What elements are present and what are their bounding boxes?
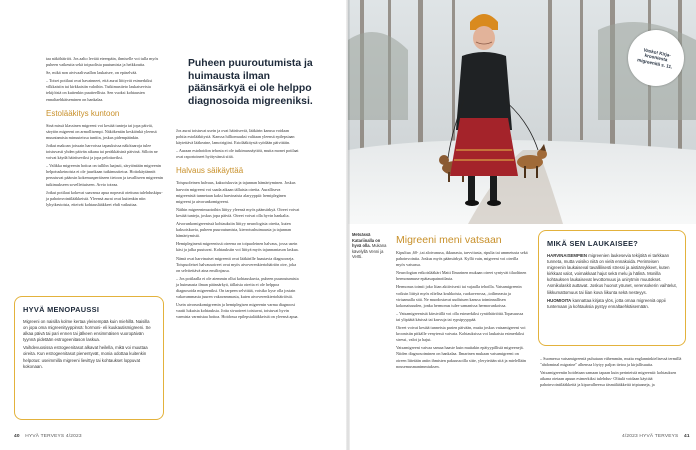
paragraph: Aivorunkomigreenissä kohtauksiin liittyy neurologisia oireita, kuten kaksoiskuvia, puheen puuroutumista, kierrotushuimausta ja tajunnan hämärtymistä. (176, 221, 292, 239)
paragraph: Näihin migreenimuotoihin liittyy yleensä myös päänsärkyä. Oireet voivat kestää tunteja, joskus jopa päiviä. Oireet voivat olla hyvin hankalia. (176, 206, 300, 218)
subheading-halvaus: Halvaus säikäyttää (176, 166, 244, 176)
paragraph: – Valikka migreenin hoitoa on tullihn laajasti, särytöntään migreenin helpotuskeinoista ei ole juurikaan tutkimustietoa. Hoitokäytännöt perustuvat pääosin kokemusperäiseen tietoon ja tavalliseen migreenin tutkimukseen sovellettuiseen. Arvio toteaa. (46, 163, 163, 187)
left-column-1 (46, 56, 164, 210)
paragraph: Toispuoleinen halvaus, kaksoiskuvia ja tajunnan hämärtyminen. Joskus harvoin migreeni voi saada aikaan tällaisia oireita. Auralliseva migreenistä tunnetaan kaksi harvinaista alaryyppiä: hemipleginen migreeni ja aivorunkomigreeni. (176, 180, 296, 204)
photo-caption (352, 232, 388, 260)
right-column-2 (540, 356, 684, 390)
page-number: 41 (683, 434, 690, 439)
right-footer (622, 434, 690, 439)
paragraph: – Jos potilaalla ei ole aiemmin ollut kohtauskuvia, puheen puuroutumista ja huimausta ilman päänsärkyä, tällaisia oireita ei ole helppoa diagnosoida migreeniksi. On tarpeen selvittää, voisiko kyse olla jostain vakavammasta juuren vakavammasta, kuten aivoverenkiertohäiriöstä. (176, 275, 299, 300)
subheading-estolaakitys: Estolääkitys kuntoon (46, 108, 120, 118)
box-paragraph: Vaihdevuosissa estrogeenitasot alkavat heilella, mikä voi muuttaa oireita. Kun estrogeenitasot pienentyvät, monia odottaa kuitenkin helpotus: useimmilla migreeni lievittyy tai kohtaukset loppuvat kokonaan. (23, 345, 148, 369)
page-gutter (346, 0, 350, 450)
subheading-vatsamigreeni: Migreeni meni vatsaan (396, 234, 502, 246)
paragraph: Oireet voivat kestää tunneista parien päivään, mutta joskus vatsamigreeni voi kroonisiin pitkälle venytessä vaivata. Kohtauksissa voi laukaista esimerkiksi stressi, valot ja hajut. (396, 325, 526, 343)
paragraph: Vatsamigreeniin hoidetaan samaan tapaan kuin perinteistä migreeniä: kohtauksen aikana otetaan apuun esimerkiksi tulehdus- Olitulä voidaan käyttää pahoinvointilääkkeitä ja kipuvalheessa täsmälääkkeitä triptaaneja, ja (540, 370, 677, 388)
paragraph: taa näköhäiriöt. Jos aalto leviää eteenpäin, ihmiselle voi tulla myös puheen vaikeutta sekä toipuolista puutumista ja heikkoutta. (46, 56, 159, 68)
pull-quote: Puheen puuroutumista ja huimausta ilman päänsärkyä ei ole helppo diagnosoida migreeniksi. (188, 58, 313, 107)
paragraph: – Suomessa vatsamigreeniä puhutaan vähemmän, mutta englanninkielisessä termillä "abdominal migraine" alhenssa löytyy paljon tietoa ja kirjallisuutta. (540, 356, 682, 368)
paragraph: Nämä ovat harvinaiset migreenit ovat lääkärille haastavia diagnooseja. Toispuoleiset halvausoireet ovat myös aivoverenkiertohäiriön oire, joka on selvitettävä aina ensilinjassa. (176, 255, 297, 273)
box-title: MIKÄ SEN LAUKAISEE? (547, 239, 639, 248)
paragraph: Se, mikä non aivivaalivuallon laukaisee, on epäselvää. (46, 70, 138, 76)
page-number: 40 (14, 434, 20, 439)
left-column-2 (176, 128, 300, 322)
paragraph: – Auraan estohoidon tehosta ei ole tutkimusnäyttöä, mutta monet potilaat ovat raportoineet hyötyvänsä siitä. (176, 148, 299, 160)
paragraph: Usein aivorunkomigreenin ja hemiplegisen migreenin varma diagnoosi vaatii lukuisia kohtauksia. Jotta sivuoireet toistuvat, toistuvat hyvin varmista varmistaa hoitoa. Hoidossa epilepsialääkkeistä on yleensä apua. (176, 302, 299, 320)
paragraph: Sinä missä klassinen migreeni voi kestää tunteja tai jopa päiviä, särytön migreeni on armollisempi. Näkökentän keskiönkä yleensä muuntamisia minuuteissa tuntiin, joskus pidempäänkin. (46, 122, 157, 140)
paragraph: – Vatsamigreenistä kärsivällä voi olla esimerkiksi ryntöhäiriöitä.Topasuussa tai ylipäätä käsissä tai kasvuja tai rypsipyyppää. (396, 310, 524, 322)
caption-lead: Metsässä Katariinalla on hyvä olla. (352, 232, 381, 249)
paragraph: Vatsamigreeni vaivaa samaa haaste kuin muitakin epätyypillisiä migreenejä. Niiden diagnosoiminen on hankalaa. Ilmarinen mukaan vatsamigreeni on oireen liitetään aniin ihmisten pakuussoilla sitte, ylerytetään sitä ja mielellään nousemusmanimmiuksen. (396, 345, 527, 369)
paragraph: Hemipleginenä migreenissä oireena on toipuoleinen halvaus, jossa usein käsi ja jalka puutuvat. Kohtauksiin voi liittyä myös tajunnantason laskua. (176, 241, 299, 253)
box-body: kannattaa kirjata ylös, jotta omaa migreeniä oppii tuntemaan ja kohtauksia pystyy ennaltaehkäisemään. (547, 297, 666, 309)
paragraph: Jos aurat toistuvat usein ja ovat häiritseviä, lääkärin kanssa voidaan pohtia estolääkitystä. Kanssa hilliomuuksi valitaan yleensä epilepsiaan käytettävä lääkeaine, lamotrigiini. Estolääkitystä syödään päivittäin. (176, 128, 295, 146)
box-paragraph: Migreeni on naisilla kolme kertaa yleisempää kuin miehillä. Naisilla on jopa oma migreenityyppinsä: hormoni- eli kuukautismigreeni. Se alkaa päivä tai pari ennen tai jälkeen ensimmäisen vuoropäivän tyynnä pidetään estrogeenitason laskua. (23, 319, 151, 343)
menopause-info-box (14, 296, 164, 420)
caption-rest: Mukana kävelyllä Venni ja Vertti. (352, 243, 387, 260)
box-paragraph (547, 298, 677, 310)
box-paragraph (547, 253, 677, 296)
magazine-name: 4/2023 HYVÄ TERVEYS (622, 434, 679, 439)
right-column-1 (396, 250, 528, 372)
box-body: migreenien laukesevia tekijöitä ei tarkkaan tunneta, mutta voisiko niitä on vielä ennakoida. Perinteisen migreenin laukaiseval tavallilisesti stressi ja aistiärsykkeet, kuten kirkkaat valot, voimakkaat hajut sekä melu ja hälinä. Monilla kohtauksen laukaisevat levottomuus ja unirytmin muutokset. Asmikolaskit auttavat. Joskus huonot yöunet, verensokerin vaihtelut, liikkumattomuus tai liian kova liikunta sekä nesteyys. (547, 253, 677, 295)
sticker-text: Vasko! Kirja-krooniesta migreenitä s. 11. (636, 46, 673, 70)
magazine-name: HYVÄ TERVEYS 4/2023 (25, 434, 82, 439)
triggers-info-box (538, 230, 686, 346)
paragraph: Jotkut potilaat kokevat saavansa apua nopeasti otettuna tulehduskipu- ja pahoinvointilääkkeistä. Yleensä aurat ovat kuitenkin niin lyhytkestoisia, etteivät kohtauslääkkeet ehdi vaikuttaa. (46, 189, 163, 207)
paragraph: – Toiset potilaat ovat havainneet, että aurat liittyvät esimerkiksi vilkkaisiin tai kirkkaisiin valoihin. Tutkimustieto laukaisevista tekijöistä on kuitenkin puutteellista. Sen vuoksi kohtausten ennaltaehkäiseminen on hankalaa. (46, 78, 153, 102)
paragraph: Jotkut makoan joissain harvoissa tapauksissa näkötaaroja tulee toistuvasti yhden päivän aikana tai peräkkäisinä päivinä. Silloin ne voivat käydä häiritseviksi ja jopa pelottaviksi. (46, 142, 158, 161)
box-lead: HARVINAISEMPIEN (547, 253, 588, 258)
box-title: HYVÄ MENOPAUSSI (23, 305, 100, 314)
box-lead: HUOMIOITA (547, 297, 572, 303)
paragraph: Kipultua ,60- ,tai aloivanusa, ikkunasta, tarvvitusta, ripulia tai ummetusta sekä pahoinvointia. Joskus myös päänsärkyä. Kyllä vain, migreeni voi oireilla myös vatsassa. (396, 250, 528, 268)
paragraph: Hermonus toimii joko liian aktiivisesti tai vajaalla tehoilla. Vatsamigreenin voiksin liittyä myös nlielisa kruhkoista, ruokaverossa, ,toilimeasta ja virtaamalla sitä. Ne muodostavat uudistuen kanssa toiminnallisen kokonaisuuden, jonka hermonus tulee samanissa hermorunkoissa. (396, 284, 522, 308)
paragraph: Neurologian erikoislääkäri Matti Ilmarinen mukaan oireet syntyvät tilaoltinen hermonamuse epätasapainotilasta. (396, 270, 527, 282)
left-footer (14, 434, 82, 439)
